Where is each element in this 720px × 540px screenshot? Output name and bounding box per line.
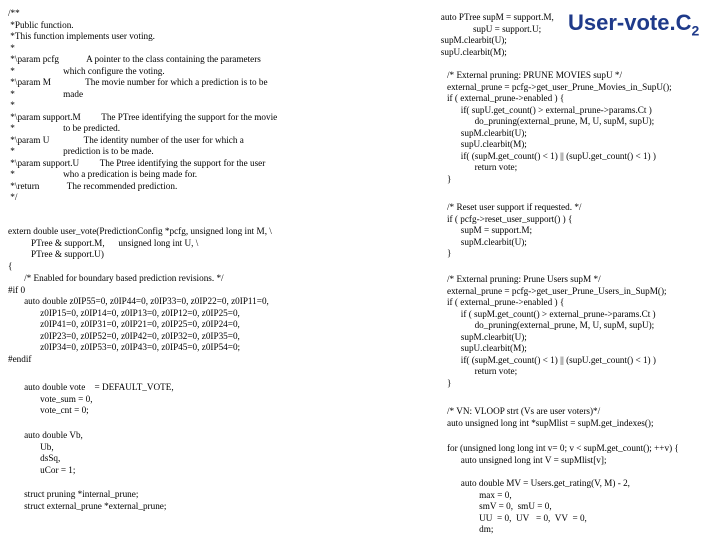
title-main: User-vote.C (568, 10, 692, 35)
struct-declarations: struct pruning *internal_prune; struct external_prune *external_prune; (24, 489, 167, 511)
prune-movies-block: /* External pruning: PRUNE MOVIES supU */ external_prune = pcfg->get_user_Prune_Movies_in_SupU(); if ( external_prune->enabled ) { if( supU.get_count() > external_prune->params.Ct ) do_pruning(external_prune, M, U, supM, supU); supM.clearbit(U); supU.clearbit(M); if( (supM.get_count() < 1) || (supU.get_count() < 1) ) return vote; } (447, 70, 672, 184)
slide-title (568, 10, 699, 38)
function-signature: extern double user_vote(PredictionConfig *pcfg, unsigned long int M, \ PTree & support.M, unsigned long int U, \ PTree & support.U) (8, 226, 272, 259)
for-loop-header: for (unsigned long long int v= 0; v < supM.get_count(); ++v) { auto unsigned long int V = supMlist[v]; (447, 443, 679, 465)
boundary-prediction-block: /* Enabled for boundary based prediction revisions. */ #if 0 auto double z0IP55=0, z0IP44=0, z0IP33=0, z0IP22=0, z0IP11=0, z0IP15=0, z0IP14=0, z0IP13=0, z0IP12=0, z0IP25=0, z0IP41=0, z0IP31=0, z0IP21=0, z0IP25=0, z0IP24=0, z0IP23=0, z0IP52=0, z0IP42=0, z0IP32=0, z0IP35=0, z0IP34=0, z0IP53=0, z0IP43=0, z0IP45=0, z0IP54=0; #endif (8, 273, 269, 364)
prune-users-block: /* External pruning: Prune Users supM */ external_prune = pcfg->get_user_Prune_Users_in_SupM(); if ( external_prune->enabled ) { if ( supM.get_count() > external_prune->params.Ct ) do_pruning(external_prune, M, U, supM, supU); supM.clearbit(U); supU.clearbit(M); if( (supM.get_count() < 1) || (supU.get_count() < 1) ) return vote; } (447, 274, 667, 388)
doc-comment: /** *Public function. *This function implements user voting. * *\param pcfg A pointer to the class containing the parameters * which configure the voting. *\param M The movie number for which a prediction is to be * made * *\param support.M The PTree identifying the support for the movie * to be predicted. *\param U The identity number of the user for which a * prediction is to be made. *\param support.U The Ptree identifying the support for the user * who a predication is being made for. *\return The recommended prediction. */ (8, 8, 278, 202)
ptree-declarations: auto PTree supM = support.M, supU = support.U; supM.clearbit(U); supU.clearbit(M); (440, 12, 554, 57)
title-subscript: 2 (691, 22, 700, 39)
body-open-brace: { (8, 261, 13, 271)
mv-declarations: auto double MV = Users.get_rating(V, M) - 2, max = 0, smV = 0, smU = 0, UU = 0, UV = 0, VV = 0, dm; (460, 478, 630, 534)
vote-declarations: auto double vote = DEFAULT_VOTE, vote_sum = 0, vote_cnt = 0; (24, 382, 174, 415)
vloop-declaration: /* VN: VLOOP strt (Vs are user voters)*/ auto unsigned long int *supMlist = supM.get_indexes(); (447, 406, 654, 428)
vb-declarations: auto double Vb, Ub, dsSq, uCor = 1; (24, 430, 83, 475)
reset-support-block: /* Reset user support if requested. */ if ( pcfg->reset_user_support() ) { supM = support.M; supM.clearbit(U); } (447, 202, 582, 258)
